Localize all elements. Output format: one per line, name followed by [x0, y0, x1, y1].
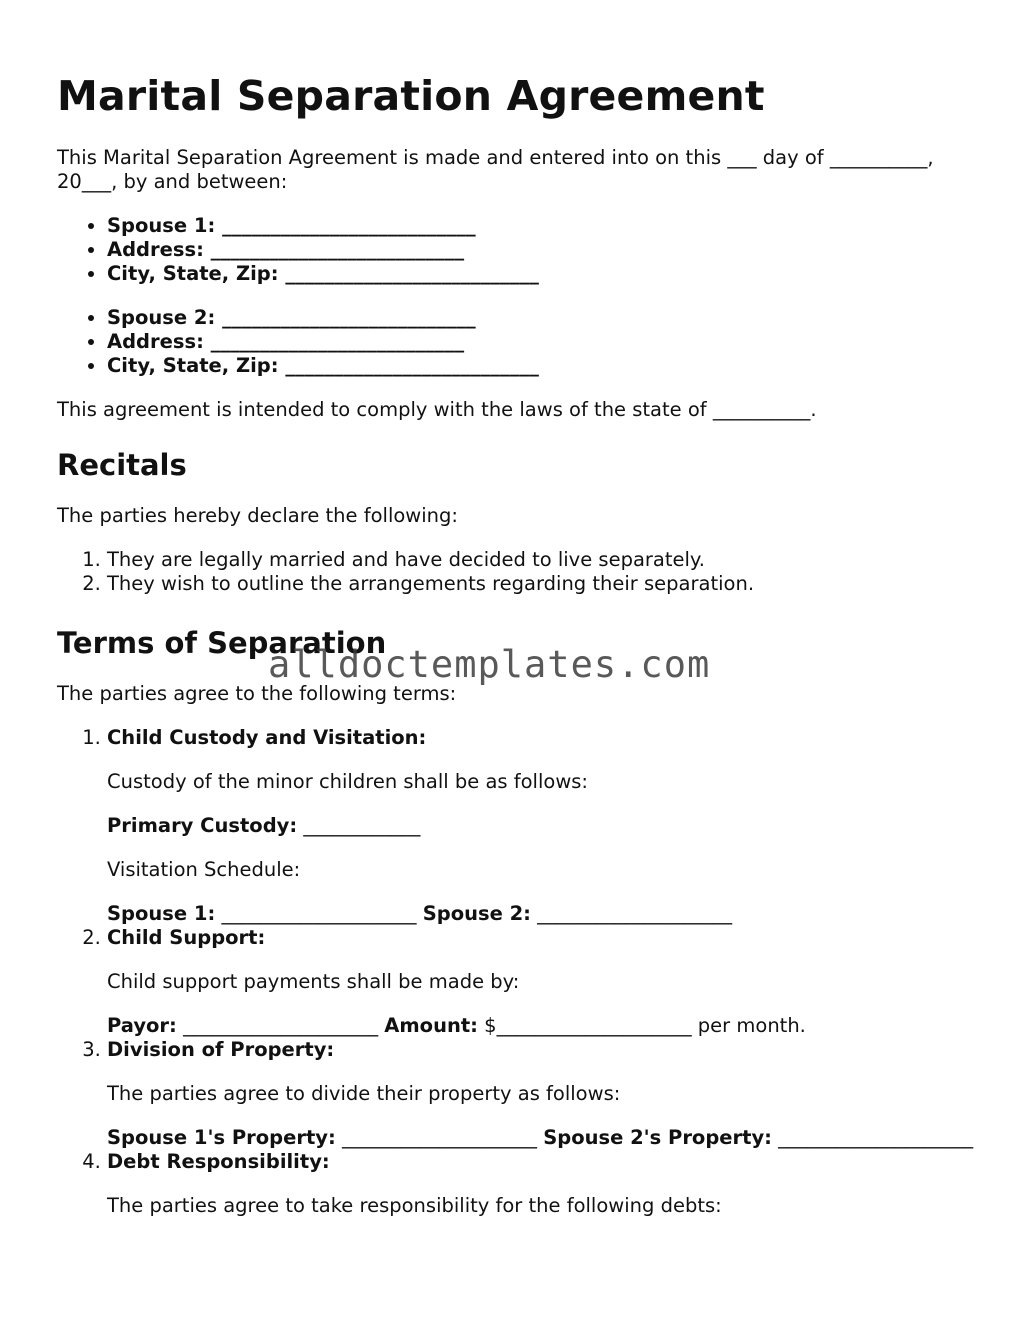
recitals-heading: Recitals	[57, 448, 187, 482]
recitals-intro: The parties hereby declare the following:	[57, 504, 458, 527]
support-line: Payor: ____________________ Amount: $____________________ per month.	[107, 1014, 806, 1037]
visitation-line: Spouse 1: ____________________ Spouse 2: ____________________	[107, 902, 733, 925]
primary-custody-line: Primary Custody: ____________	[107, 814, 421, 837]
document-title: Marital Separation Agreement	[57, 72, 765, 120]
terms-intro: The parties agree to the following terms:	[57, 682, 457, 705]
term-title: Child Custody and Visitation:	[107, 726, 427, 749]
term-title: Division of Property:	[107, 1038, 335, 1061]
terms-heading: Terms of Separation	[57, 626, 387, 660]
term-custody	[107, 726, 977, 926]
spouse2-details-list	[57, 306, 977, 378]
term-property	[107, 1038, 977, 1150]
term-title: Debt Responsibility:	[107, 1150, 330, 1173]
term-text: The parties agree to take responsibility for the following debts:	[107, 1194, 722, 1217]
term-title: Child Support:	[107, 926, 266, 949]
list-item: • Address: __________________________	[107, 238, 977, 262]
terms-list	[57, 726, 977, 1218]
term-text: The parties agree to divide their property as follows:	[107, 1082, 621, 1105]
recitals-list	[57, 548, 977, 596]
term-debt	[107, 1150, 977, 1218]
term-support	[107, 926, 977, 1038]
list-item: • Spouse 2: __________________________	[107, 306, 977, 330]
term-text: Custody of the minor children shall be as follows:	[107, 770, 588, 793]
list-item: • Address: __________________________	[107, 330, 977, 354]
intro-paragraph: This Marital Separation Agreement is made and entered into on this ___ day of __________, 20___, by and between:	[57, 146, 934, 193]
list-item: 1. They are legally married and have decided to live separately.	[107, 548, 977, 572]
property-line: Spouse 1's Property: ____________________ Spouse 2's Property: ____________________	[107, 1126, 974, 1149]
list-item: 2. They wish to outline the arrangements regarding their separation.	[107, 572, 977, 596]
visitation-text: Visitation Schedule:	[107, 858, 301, 881]
term-text: Child support payments shall be made by:	[107, 970, 520, 993]
state-clause: This agreement is intended to comply with the laws of the state of __________.	[57, 398, 817, 421]
list-item: • Spouse 1: __________________________	[107, 214, 977, 238]
watermark-text: alldoctemplates.com	[268, 643, 711, 686]
list-item: • City, State, Zip: __________________________	[107, 354, 977, 378]
list-item: • City, State, Zip: __________________________	[107, 262, 977, 286]
spouse1-details-list	[57, 214, 977, 286]
document-page	[57, 72, 977, 1238]
